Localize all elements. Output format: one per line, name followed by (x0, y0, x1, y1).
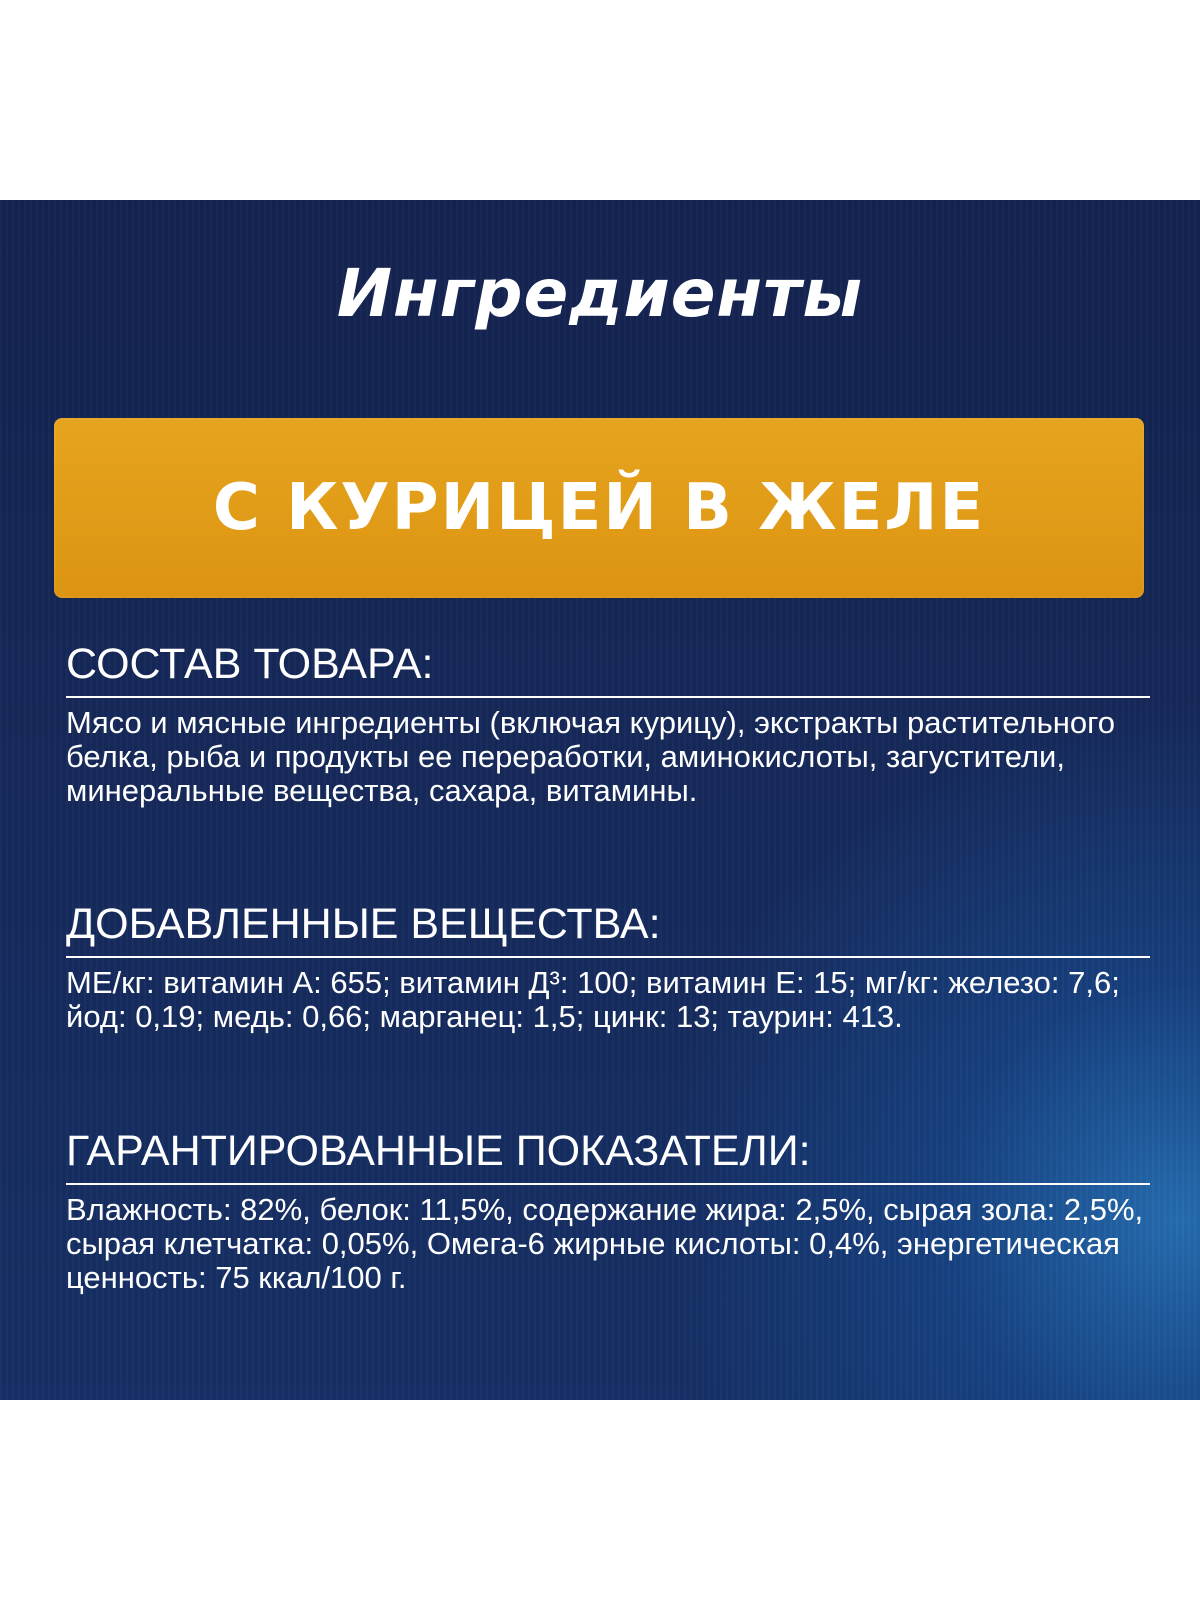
flavor-banner (54, 418, 1144, 598)
guaranteed-analysis-title: ГАРАНТИРОВАННЫЕ ПОКАЗАТЕЛИ: (66, 1125, 1150, 1185)
composition-text: Мясо и мясные ингредиенты (включая курицу), экстракты растительного белка, рыба и продукты ее переработки, аминокислоты, загустители, минеральные вещества, сахара, витамины. (66, 705, 1116, 808)
guaranteed-analysis-text: Влажность: 82%, белок: 11,5%, содержание жира: 2,5%, сырая зола: 2,5%, сырая клетчатка: 0,05%, Омега-6 жирные кислоты: 0,4%, энергетическая ценность: 75 ккал/100 г. (66, 1192, 1144, 1295)
composition-title: СОСТАВ ТОВАРА: (66, 638, 1150, 698)
additives-title: ДОБАВЛЕННЫЕ ВЕЩЕСТВА: (66, 898, 1150, 958)
ingredients-panel (0, 200, 1200, 1400)
additives-text: МЕ/кг: витамин А: 655; витамин Д³: 100; витамин Е: 15; мг/кг: железо: 7,6; йод: 0,19; медь: 0,66; марганец: 1,5; цинк: 13; таурин: 413. (66, 965, 1120, 1034)
additives-section (66, 898, 1150, 1034)
guaranteed-analysis-section (66, 1125, 1150, 1295)
composition-section (66, 638, 1150, 808)
page-title: Ингредиенты (336, 255, 864, 332)
flavor-banner-text: С КУРИЦЕЙ В ЖЕЛЕ (212, 471, 986, 545)
